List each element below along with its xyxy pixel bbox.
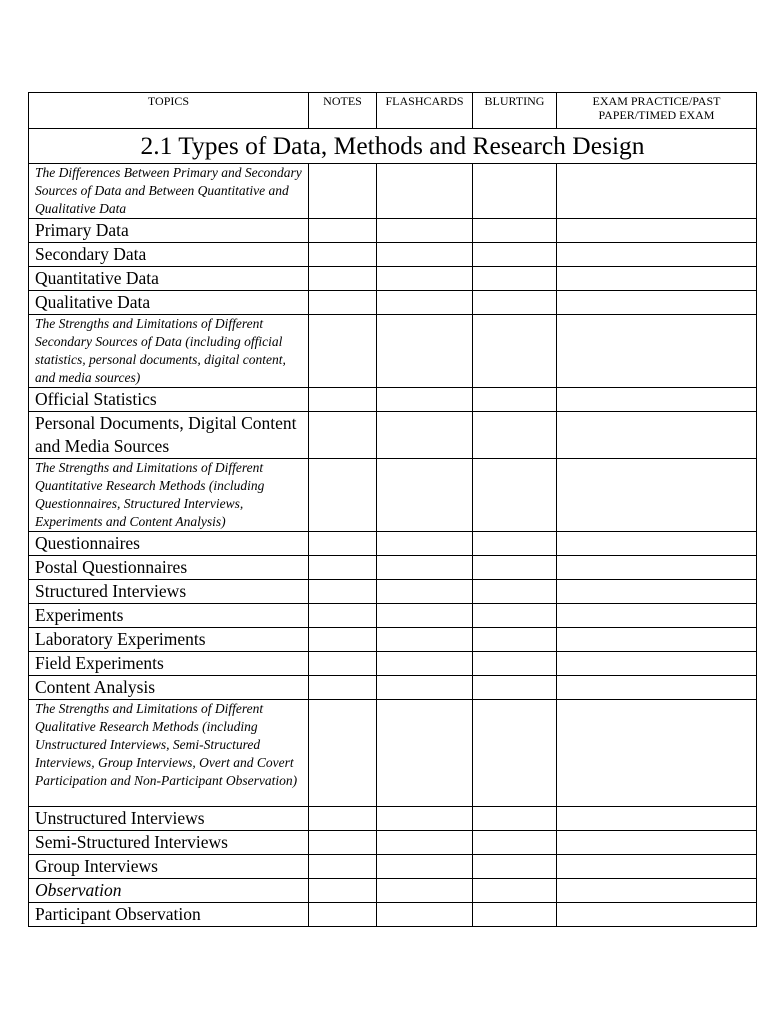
table-row <box>29 807 757 831</box>
blurting-cell[interactable] <box>473 556 557 580</box>
topic-label: Observation <box>29 879 309 903</box>
exam-practice-cell[interactable] <box>557 315 757 388</box>
exam-practice-cell[interactable] <box>557 604 757 628</box>
header-row <box>29 93 757 129</box>
notes-cell[interactable] <box>309 556 377 580</box>
flashcards-cell[interactable] <box>377 315 473 388</box>
topic-label: Qualitative Data <box>29 291 309 315</box>
flashcards-cell[interactable] <box>377 831 473 855</box>
header-exam-practice: EXAM PRACTICE/PAST PAPER/TIMED EXAM <box>557 93 757 129</box>
notes-cell[interactable] <box>309 604 377 628</box>
flashcards-cell[interactable] <box>377 903 473 927</box>
blurting-cell[interactable] <box>473 412 557 459</box>
topic-label: Field Experiments <box>29 652 309 676</box>
header-flashcards: FLASHCARDS <box>377 93 473 129</box>
blurting-cell[interactable] <box>473 243 557 267</box>
notes-cell[interactable] <box>309 652 377 676</box>
topic-label: Experiments <box>29 604 309 628</box>
notes-cell[interactable] <box>309 164 377 219</box>
table-row <box>29 459 757 532</box>
revision-tracker-table <box>28 92 757 927</box>
topic-description: The Strengths and Limitations of Different Qualitative Research Methods (including Unstructured Interviews, Semi-Structured Interviews, Group Interviews, Overt and Covert Participation and Non-Participant Observation) <box>29 700 309 807</box>
exam-practice-cell[interactable] <box>557 879 757 903</box>
blurting-cell[interactable] <box>473 628 557 652</box>
notes-cell[interactable] <box>309 532 377 556</box>
flashcards-cell[interactable] <box>377 164 473 219</box>
exam-practice-cell[interactable] <box>557 580 757 604</box>
topic-description: The Strengths and Limitations of Different Quantitative Research Methods (including Questionnaires, Structured Interviews, Experiments and Content Analysis) <box>29 459 309 532</box>
topic-label: Participant Observation <box>29 903 309 927</box>
table-row <box>29 388 757 412</box>
notes-cell[interactable] <box>309 855 377 879</box>
notes-cell[interactable] <box>309 315 377 388</box>
flashcards-cell[interactable] <box>377 388 473 412</box>
flashcards-cell[interactable] <box>377 855 473 879</box>
table-row <box>29 855 757 879</box>
exam-practice-cell[interactable] <box>557 291 757 315</box>
notes-cell[interactable] <box>309 412 377 459</box>
flashcards-cell[interactable] <box>377 879 473 903</box>
exam-practice-cell[interactable] <box>557 652 757 676</box>
header-blurting: BLURTING <box>473 93 557 129</box>
exam-practice-cell[interactable] <box>557 807 757 831</box>
flashcards-cell[interactable] <box>377 604 473 628</box>
blurting-cell[interactable] <box>473 580 557 604</box>
flashcards-cell[interactable] <box>377 556 473 580</box>
table-row <box>29 267 757 291</box>
blurting-cell[interactable] <box>473 676 557 700</box>
flashcards-cell[interactable] <box>377 219 473 243</box>
flashcards-cell[interactable] <box>377 807 473 831</box>
exam-practice-cell[interactable] <box>557 628 757 652</box>
table-row <box>29 219 757 243</box>
blurting-cell[interactable] <box>473 219 557 243</box>
topic-label: Semi-Structured Interviews <box>29 831 309 855</box>
table-row <box>29 628 757 652</box>
table-row <box>29 700 757 807</box>
topic-label: Personal Documents, Digital Content and Media Sources <box>29 412 309 459</box>
section-row <box>29 129 757 164</box>
flashcards-cell[interactable] <box>377 532 473 556</box>
blurting-cell[interactable] <box>473 652 557 676</box>
exam-practice-cell[interactable] <box>557 556 757 580</box>
table-row <box>29 879 757 903</box>
notes-cell[interactable] <box>309 676 377 700</box>
exam-practice-cell[interactable] <box>557 412 757 459</box>
topic-label: Primary Data <box>29 219 309 243</box>
exam-practice-cell[interactable] <box>557 267 757 291</box>
notes-cell[interactable] <box>309 243 377 267</box>
table-row <box>29 580 757 604</box>
topic-label: Official Statistics <box>29 388 309 412</box>
exam-practice-cell[interactable] <box>557 388 757 412</box>
notes-cell[interactable] <box>309 879 377 903</box>
blurting-cell[interactable] <box>473 267 557 291</box>
flashcards-cell[interactable] <box>377 652 473 676</box>
topic-label: Structured Interviews <box>29 580 309 604</box>
exam-practice-cell[interactable] <box>557 459 757 532</box>
notes-cell[interactable] <box>309 700 377 807</box>
table-row <box>29 604 757 628</box>
table-row <box>29 676 757 700</box>
table-row <box>29 556 757 580</box>
topic-description: The Strengths and Limitations of Different Secondary Sources of Data (including official statistics, personal documents, digital content, and media sources) <box>29 315 309 388</box>
blurting-cell[interactable] <box>473 879 557 903</box>
table-row <box>29 532 757 556</box>
table-row <box>29 164 757 219</box>
notes-cell[interactable] <box>309 459 377 532</box>
blurting-cell[interactable] <box>473 164 557 219</box>
exam-practice-cell[interactable] <box>557 855 757 879</box>
header-notes: NOTES <box>309 93 377 129</box>
topic-label: Group Interviews <box>29 855 309 879</box>
flashcards-cell[interactable] <box>377 580 473 604</box>
blurting-cell[interactable] <box>473 831 557 855</box>
notes-cell[interactable] <box>309 219 377 243</box>
topic-label: Laboratory Experiments <box>29 628 309 652</box>
blurting-cell[interactable] <box>473 315 557 388</box>
notes-cell[interactable] <box>309 831 377 855</box>
exam-practice-cell[interactable] <box>557 243 757 267</box>
exam-practice-cell[interactable] <box>557 219 757 243</box>
topic-label: Postal Questionnaires <box>29 556 309 580</box>
blurting-cell[interactable] <box>473 807 557 831</box>
blurting-cell[interactable] <box>473 459 557 532</box>
table-row <box>29 315 757 388</box>
table-row <box>29 652 757 676</box>
notes-cell[interactable] <box>309 267 377 291</box>
exam-practice-cell[interactable] <box>557 532 757 556</box>
topic-label: Secondary Data <box>29 243 309 267</box>
topic-label: Unstructured Interviews <box>29 807 309 831</box>
notes-cell[interactable] <box>309 807 377 831</box>
topic-description: The Differences Between Primary and Secondary Sources of Data and Between Quantitative and Qualitative Data <box>29 164 309 219</box>
blurting-cell[interactable] <box>473 855 557 879</box>
flashcards-cell[interactable] <box>377 628 473 652</box>
flashcards-cell[interactable] <box>377 412 473 459</box>
section-title: 2.1 Types of Data, Methods and Research Design <box>29 129 757 164</box>
topic-label: Quantitative Data <box>29 267 309 291</box>
blurting-cell[interactable] <box>473 291 557 315</box>
notes-cell[interactable] <box>309 628 377 652</box>
notes-cell[interactable] <box>309 291 377 315</box>
flashcards-cell[interactable] <box>377 676 473 700</box>
notes-cell[interactable] <box>309 903 377 927</box>
table-row <box>29 831 757 855</box>
table-row <box>29 243 757 267</box>
table-row <box>29 412 757 459</box>
exam-practice-cell[interactable] <box>557 700 757 807</box>
notes-cell[interactable] <box>309 580 377 604</box>
topic-label: Questionnaires <box>29 532 309 556</box>
notes-cell[interactable] <box>309 388 377 412</box>
exam-practice-cell[interactable] <box>557 831 757 855</box>
blurting-cell[interactable] <box>473 903 557 927</box>
exam-practice-cell[interactable] <box>557 676 757 700</box>
blurting-cell[interactable] <box>473 700 557 807</box>
exam-practice-cell[interactable] <box>557 903 757 927</box>
blurting-cell[interactable] <box>473 388 557 412</box>
table-row <box>29 903 757 927</box>
topic-label: Content Analysis <box>29 676 309 700</box>
flashcards-cell[interactable] <box>377 700 473 807</box>
table-row <box>29 291 757 315</box>
blurting-cell[interactable] <box>473 532 557 556</box>
flashcards-cell[interactable] <box>377 291 473 315</box>
exam-practice-cell[interactable] <box>557 164 757 219</box>
flashcards-cell[interactable] <box>377 459 473 532</box>
flashcards-cell[interactable] <box>377 267 473 291</box>
blurting-cell[interactable] <box>473 604 557 628</box>
header-topics: TOPICS <box>29 93 309 129</box>
flashcards-cell[interactable] <box>377 243 473 267</box>
